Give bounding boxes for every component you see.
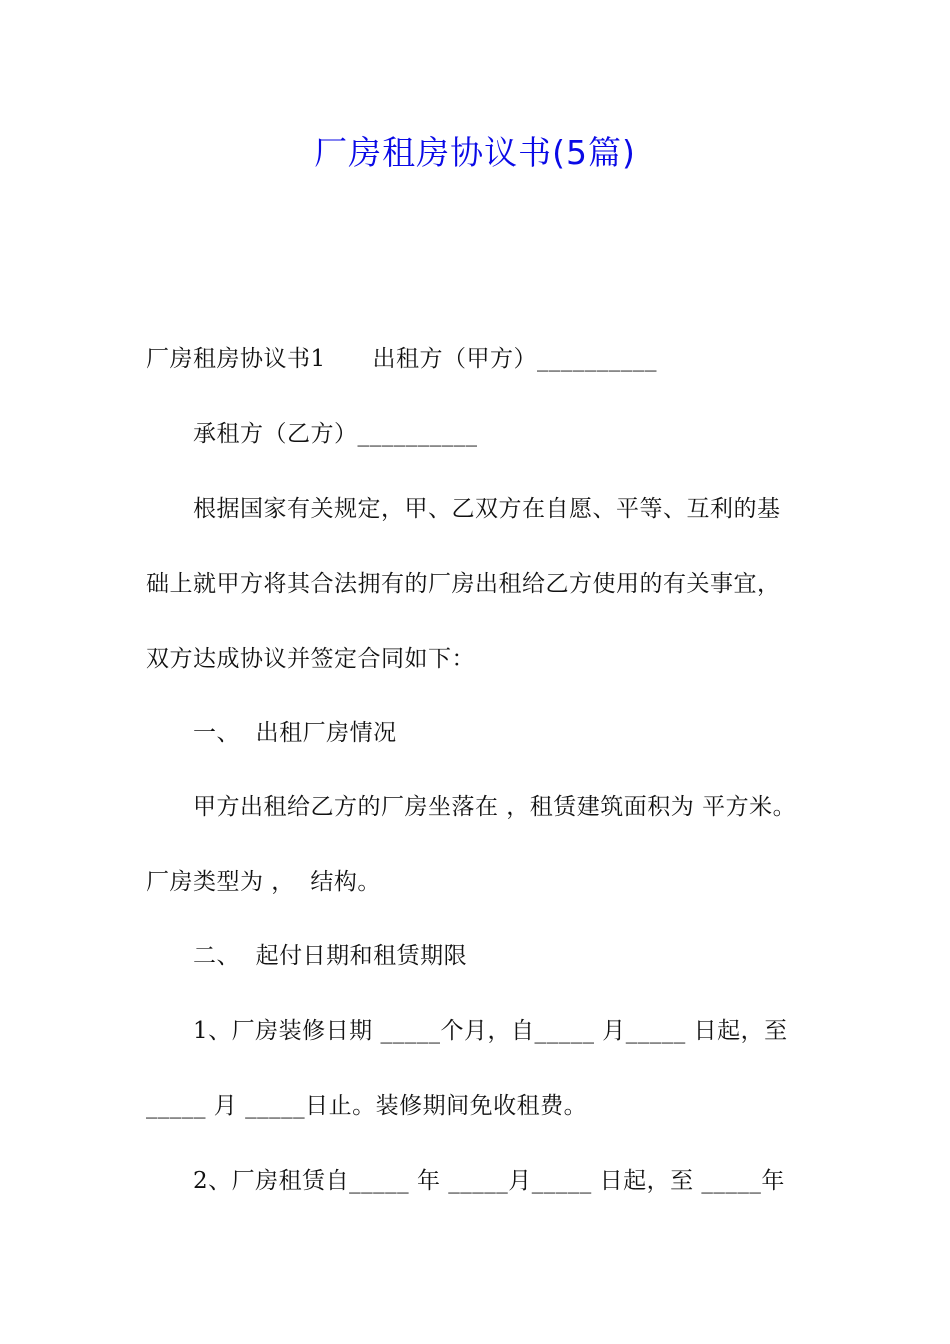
paragraph-line: 2、厂房租赁自_____ 年 _____月_____ 日起，至 _____年 <box>193 1168 785 1194</box>
paragraph-line: 厂房类型为 ， 结构。 <box>146 869 381 895</box>
paragraph-line: 础上就甲方将其合法拥有的厂房出租给乙方使用的有关事宜， <box>146 571 781 597</box>
paragraph-line: 厂房租房协议书1 出租方（甲方）__________ <box>146 346 657 372</box>
paragraph-line: 承租方（乙方）__________ <box>193 421 478 447</box>
paragraph-line: 1、厂房装修日期 _____个月，自_____ 月_____ 日起，至 <box>193 1018 788 1044</box>
section-heading: 一、 出租厂房情况 <box>193 720 397 746</box>
paragraph-line: 甲方出租给乙方的厂房坐落在 ，租赁建筑面积为 平方米。 <box>193 794 797 820</box>
paragraph-line: 根据国家有关规定，甲、乙双方在自愿、平等、互利的基 <box>193 496 781 522</box>
document-title: 厂房租房协议书(5篇) <box>314 133 636 172</box>
paragraph-line: 双方达成协议并签定合同如下： <box>146 646 475 672</box>
paragraph-line: _____ 月 _____日止。装修期间免收租费。 <box>146 1093 588 1119</box>
section-heading: 二、 起付日期和租赁期限 <box>193 943 468 969</box>
